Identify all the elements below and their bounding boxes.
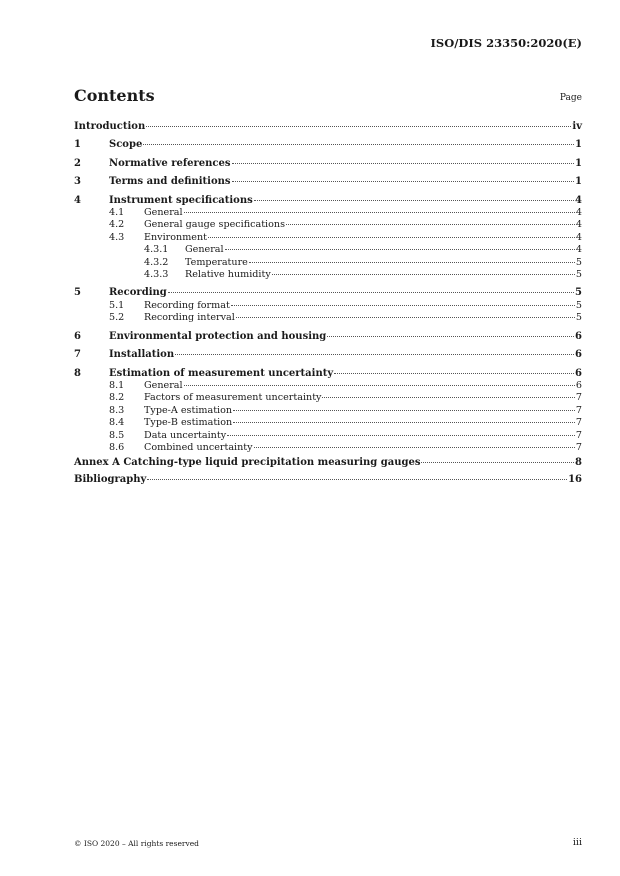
toc-entry[interactable] [74, 474, 582, 486]
toc-dot-leader [334, 373, 574, 374]
toc-entry-number: 8.3 [109, 404, 125, 416]
toc-dot-leader [232, 163, 575, 164]
toc-entry-page: 6 [575, 349, 582, 361]
toc-entry[interactable] [74, 139, 582, 151]
toc-entry-number: 4.3.2 [144, 256, 169, 268]
toc-entry-number: 1 [74, 139, 81, 151]
toc-entry-title: Bibliography [74, 473, 147, 485]
toc-entry[interactable] [74, 121, 582, 133]
toc-entry-number: 8.6 [109, 441, 125, 453]
toc-entry-page: 6 [575, 330, 582, 342]
toc-entry-title: Temperature [185, 256, 248, 268]
toc-entry-number: 8.5 [109, 429, 125, 441]
toc-entry-title: Environmental protection and housing [109, 330, 327, 342]
toc-entry-page: 5 [575, 269, 582, 281]
toc-dot-leader [322, 397, 574, 398]
toc-dot-leader [421, 462, 574, 463]
toc-dot-leader [175, 354, 574, 355]
toc-entry-title: Recording format [144, 299, 230, 311]
toc-entry[interactable] [74, 300, 582, 312]
toc-entry-title: Relative humidity [185, 269, 271, 281]
toc-dot-leader [184, 385, 575, 386]
toc-entry[interactable] [74, 392, 582, 404]
toc-entry-title: Annex A Catching-type liquid precipitation measuring gauges [74, 457, 421, 469]
toc-entry-title: Terms and definitions [109, 176, 231, 188]
toc-dot-leader [233, 422, 575, 423]
toc-dot-leader [254, 447, 575, 448]
toc-entry-title: General [144, 207, 183, 219]
contents-title: Contents [74, 86, 155, 105]
toc-entry-number: 8.1 [109, 379, 125, 391]
toc-entry-title: Estimation of measurement uncertainty [109, 367, 334, 379]
toc-entry-page: 5 [575, 287, 582, 299]
toc-entry[interactable] [74, 244, 582, 256]
toc-entry[interactable] [74, 257, 582, 269]
toc-dot-leader [184, 212, 575, 213]
footer-page-number: iii [572, 837, 582, 848]
toc-entry[interactable] [74, 287, 582, 299]
toc-entry[interactable] [74, 417, 582, 429]
toc-entry[interactable] [74, 405, 582, 417]
toc-entry-title: Scope [109, 139, 143, 151]
page-column-label: Page [559, 93, 582, 103]
toc-dot-leader [146, 126, 571, 127]
footer-copyright: © ISO 2020 – All rights reserved [74, 839, 199, 848]
toc-entry-title: Normative references [109, 157, 231, 169]
toc-entry-title: Introduction [74, 121, 146, 132]
toc-entry-title: Instrument specifications [109, 194, 253, 206]
toc-entry-page: 7 [575, 417, 582, 429]
toc-entry-page: 7 [575, 429, 582, 441]
toc-entry-title: Environment [144, 231, 208, 243]
toc-entry-page: 4 [575, 219, 582, 231]
toc-entry-page: 4 [575, 231, 582, 243]
toc-entry-number: 4.3.1 [144, 244, 169, 256]
toc-entry-title: General gauge specifications [144, 219, 286, 231]
toc-entry[interactable] [74, 207, 582, 219]
toc-entry-number: 5.1 [109, 299, 125, 311]
toc-entry[interactable] [74, 380, 582, 392]
toc-entry-page: 4 [575, 244, 582, 256]
toc-entry-title: Recording [109, 287, 167, 299]
toc-entry-page: 1 [575, 157, 582, 169]
toc-dot-leader [249, 262, 575, 263]
toc-entry-number: 6 [74, 330, 81, 342]
toc-entry-number: 8.4 [109, 417, 125, 429]
toc-entry-page: iv [572, 121, 582, 132]
toc-dot-leader [327, 336, 574, 337]
toc-dot-leader [168, 292, 574, 293]
toc-entry-title: General [185, 244, 224, 256]
toc-dot-leader [147, 479, 567, 480]
toc-entry-title: Type-B estimation [144, 417, 233, 429]
toc-entry[interactable] [74, 219, 582, 231]
toc-entry-page: 6 [575, 379, 582, 391]
toc-entry-page: 16 [568, 473, 582, 485]
toc-entry-title: Installation [109, 349, 175, 361]
toc-dot-leader [225, 249, 575, 250]
toc-dot-leader [143, 144, 574, 145]
toc-dot-leader [236, 317, 575, 318]
toc-entry-number: 5 [74, 287, 81, 299]
toc-entry[interactable] [74, 457, 582, 469]
toc-entry[interactable] [74, 368, 582, 380]
toc-dot-leader [232, 181, 575, 182]
toc-entry-number: 4.3.3 [144, 269, 169, 281]
toc-entry[interactable] [74, 232, 582, 244]
toc-entry-number: 8 [74, 367, 81, 379]
toc-entry-page: 5 [575, 299, 582, 311]
toc-dot-leader [231, 305, 575, 306]
toc-entry[interactable] [74, 349, 582, 361]
toc-dot-leader [208, 237, 575, 238]
toc-entry-page: 4 [575, 207, 582, 219]
toc-entry-title: Type-A estimation [144, 404, 233, 416]
table-of-contents [74, 121, 582, 486]
toc-entry-title: Combined uncertainty [144, 441, 253, 453]
toc-entry-page: 1 [575, 176, 582, 188]
toc-entry[interactable] [74, 442, 582, 454]
toc-entry[interactable] [74, 158, 582, 170]
toc-entry-title: Factors of measurement uncertainty [144, 392, 322, 404]
toc-entry-page: 7 [575, 441, 582, 453]
toc-entry[interactable] [74, 195, 582, 207]
toc-dot-leader [254, 200, 574, 201]
toc-entry-number: 4.1 [109, 207, 125, 219]
toc-entry-number: 4.3 [109, 231, 125, 243]
toc-entry-number: 3 [74, 176, 81, 188]
toc-entry-page: 8 [575, 457, 582, 469]
toc-entry-number: 5.2 [109, 312, 125, 324]
toc-entry-page: 6 [575, 367, 582, 379]
toc-entry-page: 4 [575, 194, 582, 206]
toc-dot-leader [272, 274, 575, 275]
toc-entry-page: 7 [575, 404, 582, 416]
document-id: ISO/DIS 23350:2020(E) [430, 36, 582, 50]
toc-dot-leader [227, 435, 575, 436]
toc-entry-number: 7 [74, 349, 81, 361]
toc-entry[interactable] [74, 176, 582, 188]
toc-entry[interactable] [74, 312, 582, 324]
toc-entry[interactable] [74, 331, 582, 343]
toc-entry[interactable] [74, 269, 582, 281]
toc-entry-page: 7 [575, 392, 582, 404]
toc-entry-page: 1 [575, 139, 582, 151]
toc-entry-number: 4 [74, 194, 81, 206]
toc-dot-leader [286, 224, 575, 225]
toc-entry[interactable] [74, 430, 582, 442]
toc-entry-number: 2 [74, 157, 81, 169]
toc-entry-page: 5 [575, 312, 582, 324]
toc-entry-title: Recording interval [144, 312, 235, 324]
toc-entry-title: General [144, 379, 183, 391]
toc-entry-number: 8.2 [109, 392, 125, 404]
toc-dot-leader [233, 410, 575, 411]
toc-entry-page: 5 [575, 256, 582, 268]
toc-entry-title: Data uncertainty [144, 429, 227, 441]
toc-entry-number: 4.2 [109, 219, 125, 231]
